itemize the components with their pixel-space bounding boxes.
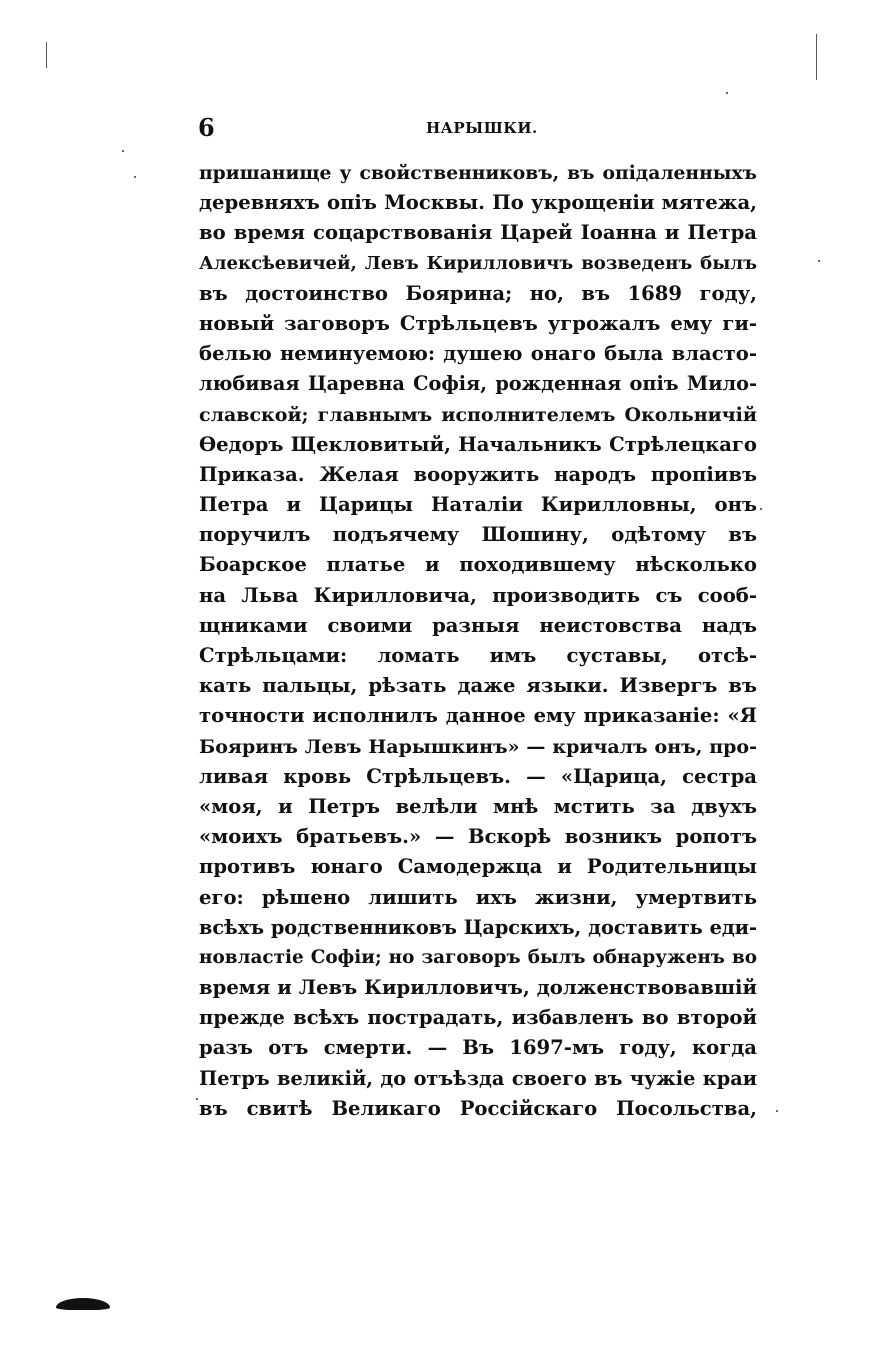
speck (776, 1110, 778, 1112)
text-line: на Льва Кирилловича, производить съ сооб- (199, 583, 757, 607)
text-line: «моя, и Петръ велѣли мнѣ мстить за двухъ (199, 794, 757, 818)
text-line: въ достоинство Боярина; но, въ 1689 году, (199, 281, 757, 305)
text-line: щниками своими разныя неистовства надъ (199, 613, 757, 637)
running-title: НАРЫШКИ. (426, 119, 538, 137)
text-line: белью неминуемою: душею онаго была власто- (199, 342, 757, 366)
page-number: 6 (198, 113, 215, 142)
text-line: прежде всѣхъ пострадать, избавленъ во второй (199, 1006, 757, 1030)
text-line: новый заговоръ Стрѣльцевъ угрожалъ ему ги- (199, 311, 757, 335)
speck (818, 260, 820, 262)
speck (122, 150, 124, 152)
ink-blot (56, 1298, 110, 1310)
margin-rule-left (46, 42, 47, 68)
text-line: противъ юнаго Самодержца и Родительницы (199, 855, 757, 879)
text-line: во время соцарствованія Царей Іоанна и Петра (199, 221, 757, 245)
text-line: Стрѣльцами: ломать имъ суставы, отсѣ- (199, 644, 757, 667)
text-line: кать пальцы, рѣзать даже языки. Извергъ въ (199, 674, 757, 698)
text-line: его: рѣшено лишить ихъ жизни, умертвить (199, 885, 757, 909)
speck (134, 176, 136, 178)
text-line: поручилъ подъячему Шошину, одѣтому въ (199, 523, 757, 547)
text-line: новластіе Софіи; но заговоръ былъ обнаруженъ во (199, 946, 757, 968)
speck (196, 1098, 198, 1100)
text-line: Петръ великій, до отъѣзда своего въ чужіе краи (199, 1066, 757, 1090)
text-line: разъ отъ смерти. — Въ 1697-мъ году, когда (199, 1036, 757, 1060)
text-line: славской; главнымъ исполнителемъ Окольничій (199, 403, 757, 426)
text-line: точности исполнилъ данное ему приказаніе: «Я (199, 704, 757, 728)
text-line: деревняхъ опіъ Москвы. По укрощеніи мятежа, (199, 191, 757, 215)
text-line: Бояринъ Левъ Нарышкинъ» — кричалъ онъ, про- (199, 735, 757, 758)
text-line: время и Левъ Кирилловичъ, долженствовавшій (199, 976, 757, 1000)
text-line: Приказа. Желая вооружить народъ пропіивъ (199, 462, 757, 486)
body-text (199, 158, 757, 1124)
text-line: Боарское платье и походившему нѣсколько (199, 553, 757, 577)
margin-rule-right (816, 34, 817, 80)
text-line: Ѳедоръ Щекловитый, Начальникъ Стрѣлецкаго (199, 432, 757, 456)
text-line: пришанище у свойственниковъ, въ опідаленныхъ (199, 162, 757, 184)
page-header (198, 113, 758, 145)
text-line: Петра и Царицы Наталіи Кирилловны, онъ (199, 493, 757, 517)
text-line: любивая Царевна Софія, рожденная опіъ Мило- (199, 372, 757, 396)
text-line: «моихъ братьевъ.» — Вскорѣ возникъ ропотъ (199, 825, 757, 849)
speck (726, 92, 728, 94)
text-line: въ свитѣ Великаго Россійскаго Посольства, (199, 1096, 757, 1120)
speck (760, 508, 762, 510)
text-line: Алексѣевичей, Левъ Кирилловичъ возведенъ былъ (199, 252, 757, 274)
text-line: ливая кровь Стрѣльцевъ. — «Царица, сестра (199, 764, 757, 788)
text-line: всѣхъ родственниковъ Царскихъ, доставить еди- (199, 915, 757, 939)
